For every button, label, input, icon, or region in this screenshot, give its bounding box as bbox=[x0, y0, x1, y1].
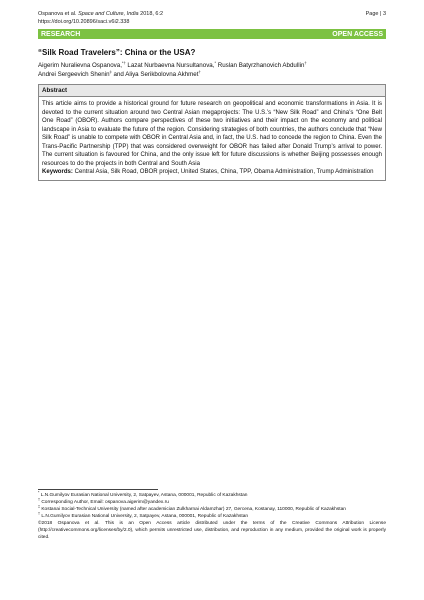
footnotes bbox=[38, 489, 386, 541]
footnote-rule bbox=[38, 489, 158, 490]
abstract-heading: Abstract bbox=[39, 85, 385, 97]
footnote: † Corresponding Author, Email: ospanova.aigerim@yandex.ru bbox=[38, 497, 169, 505]
doi-link[interactable]: https://doi.org/10.20896/saci.v6i2.338 bbox=[38, 19, 130, 25]
author: and Aliya Serikbolovna Akhmet† bbox=[111, 68, 201, 78]
author-affiliation-mark: † bbox=[198, 68, 201, 74]
author: Ruslan Batyrzhanovich Abdullin† bbox=[216, 59, 307, 69]
author-list bbox=[38, 61, 386, 79]
abstract-text: This article aims to provide a historical ground for future research on geopolitical and economic transformations in Asia. It is devoted to the current situation around two Central Asian megaprojects: The U.S.’s “New Silk Road” and China’s “One Belt One Road” (OBOR). Authors compare perspectives of these two initiatives and their impact on the economy and political landscape in Asia to evaluate the future of the region. Considering strategies of both countries, the authors conclude that “New Silk Road” is unable to compete with OBOR in Central Asia and, in fact, the U.S. had to concede the region to China. Even the Trans-Pacific Partnership (TPP) that was considered overweight for OBOR has failed after Donald Trump’s arrival to power. The current situation is favoured for China, and the only issue left for future discussions is whether Beijing possesses enough resources to do the projects in both Central and South Asia bbox=[42, 101, 382, 167]
page-number: Page | 3 bbox=[365, 11, 386, 17]
keywords-label: Keywords: bbox=[42, 169, 73, 176]
footnote: * L.N.Gumilyov Eurasian National University, 2, Satpayev, Astana, 000001, Republic of Kazakhstan bbox=[38, 490, 248, 498]
author-affiliation-mark: *† bbox=[121, 59, 126, 65]
article-page bbox=[38, 10, 386, 181]
author: Andrei Sergeevich Shenin‡ bbox=[38, 68, 112, 78]
keywords-text: Central Asia, Silk Road, OBOR project, United States, China, TPP, Obama Administration, Trump Administration bbox=[72, 169, 374, 176]
footnote: † L.N.Gumilyov Eurasian National University, 2, Satpayev, Astana, 000001, Republic of Kazakhstan bbox=[38, 511, 249, 519]
author-affiliation-mark: * bbox=[214, 59, 217, 65]
abstract-body bbox=[39, 97, 385, 180]
section-band bbox=[38, 29, 386, 39]
abstract-box bbox=[38, 84, 386, 181]
citation-line: Ospanova et al. Space and Culture, India 2018, 6:2 bbox=[38, 11, 164, 17]
running-header bbox=[38, 10, 386, 18]
author: Aigerim Nuralievna Ospanova,*† bbox=[38, 59, 126, 69]
section-label: RESEARCH bbox=[41, 30, 81, 38]
journal-name: Space and Culture, India bbox=[78, 11, 139, 17]
author-affiliation-mark: † bbox=[304, 59, 307, 65]
license-statement: ©2018 Ospanova et al. This is an Open Access article distributed under the terms of the Creative Commons Attribution License (http://creativecommons.org/licenses/by/2.0), which permits unrestricted use, distribution, and reproduction in any medium, provided the original work is properly cited. bbox=[38, 521, 386, 540]
footnote: ‡ Kostanai Social-Technical University (named after academician Zulkharnai Aldamzhar) 27, Gercena, Kostanay, 110000, Republic of Kazakhstan bbox=[38, 504, 346, 512]
author-affiliation-mark: ‡ bbox=[109, 68, 112, 74]
article-title: “Silk Road Travelers”: China or the USA? bbox=[38, 48, 196, 57]
open-access-label: OPEN ACCESS bbox=[332, 30, 383, 38]
author: Lazat Nurbaevna Nursultanova,* bbox=[125, 59, 217, 69]
